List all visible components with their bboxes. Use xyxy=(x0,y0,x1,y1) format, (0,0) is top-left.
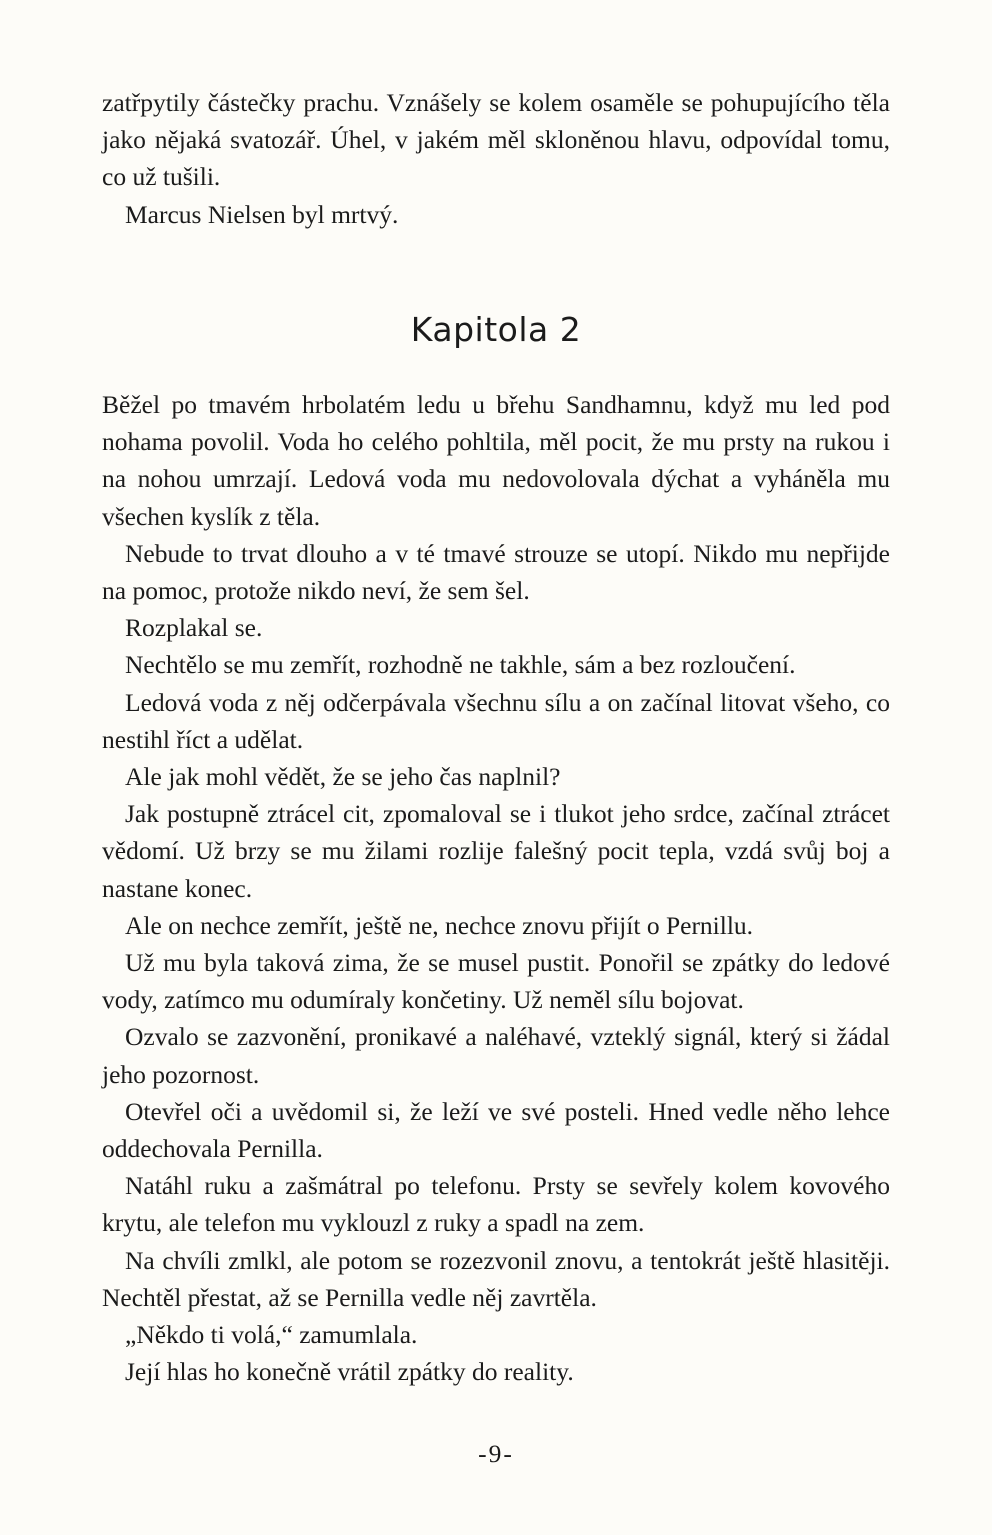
paragraph: Její hlas ho konečně vrátil zpátky do reality. xyxy=(125,1357,574,1387)
paragraph: Ale jak mohl vědět, že se jeho čas naplnil? xyxy=(125,762,561,792)
previous-chapter-ending xyxy=(102,84,890,233)
paragraph: Nechtělo se mu zemřít, rozhodně ne takhle, sám a bez rozloučení. xyxy=(125,650,796,680)
paragraph: Nebude to trvat dlouho a v té tmavé strouze se utopí. Nikdo mu nepřijde na pomoc, protože nikdo neví, že sem šel. xyxy=(102,538,890,606)
paragraph: „Někdo ti volá,“ zamumlala. xyxy=(125,1320,418,1350)
page-number: -9- xyxy=(478,1439,514,1468)
paragraph: Na chvíli zmlkl, ale potom se rozezvonil znovu, a tentokrát ještě hlasitěji. Nechtěl přestat, až se Pernilla vedle něj zavrtěla. xyxy=(102,1245,890,1312)
paragraph: Ale on nechce zemřít, ještě ne, nechce znovu přijít o Pernillu. xyxy=(125,910,754,940)
paragraph: Ozvalo se zazvonění, pronikavé a naléhavé, vzteklý signál, který si žádal jeho pozornost. xyxy=(102,1022,890,1089)
paragraph: Rozplakal se. xyxy=(125,613,263,643)
paragraph: Jak postupně ztrácel cit, zpomaloval se i tlukot jeho srdce, začínal ztrácet vědomí. Už brzy se mu žilami rozlije falešný pocit tepla, vzdá svůj boj a nastane konec. xyxy=(102,799,890,903)
paragraph: Běžel po tmavém hrbolatém ledu u břehu Sandhamnu, když mu led pod nohama povolil. Voda ho celého pohltila, měl pocit, že mu prsty na rukou i na nohou umrzají. Ledová voda mu nedovolovala dýchat a vyháněla mu všechen kyslík z těla. xyxy=(102,390,890,531)
paragraph: Ledová voda z něj odčerpávala všechnu sílu a on začínal litovat všeho, co nestihl říct a udělat. xyxy=(102,687,890,754)
chapter-body xyxy=(102,386,890,1390)
paragraph: Marcus Nielsen byl mrtvý. xyxy=(125,199,399,229)
paragraph: Otevřel oči a uvědomil si, že leží ve své posteli. Hned vedle něho lehce oddechovala Pernilla. xyxy=(102,1096,890,1164)
chapter-title: Kapitola 2 xyxy=(410,310,582,349)
paragraph: Natáhl ruku a zašmátral po telefonu. Prsty se sevřely kolem kovového krytu, ale telefon mu vyklouzl z ruky a spadl na zem. xyxy=(102,1171,890,1238)
paragraph: Už mu byla taková zima, že se musel pustit. Ponořil se zpátky do ledové vody, zatímco mu odumíraly končetiny. Už neměl sílu bojovat. xyxy=(102,948,890,1015)
paragraph: zatřpytily částečky prachu. Vznášely se kolem osaměle se pohupujícího těla jako nějaká svatozář. Úhel, v jakém měl skloněnou hlavu, odpovídal tomu, co už tušili. xyxy=(102,88,890,192)
